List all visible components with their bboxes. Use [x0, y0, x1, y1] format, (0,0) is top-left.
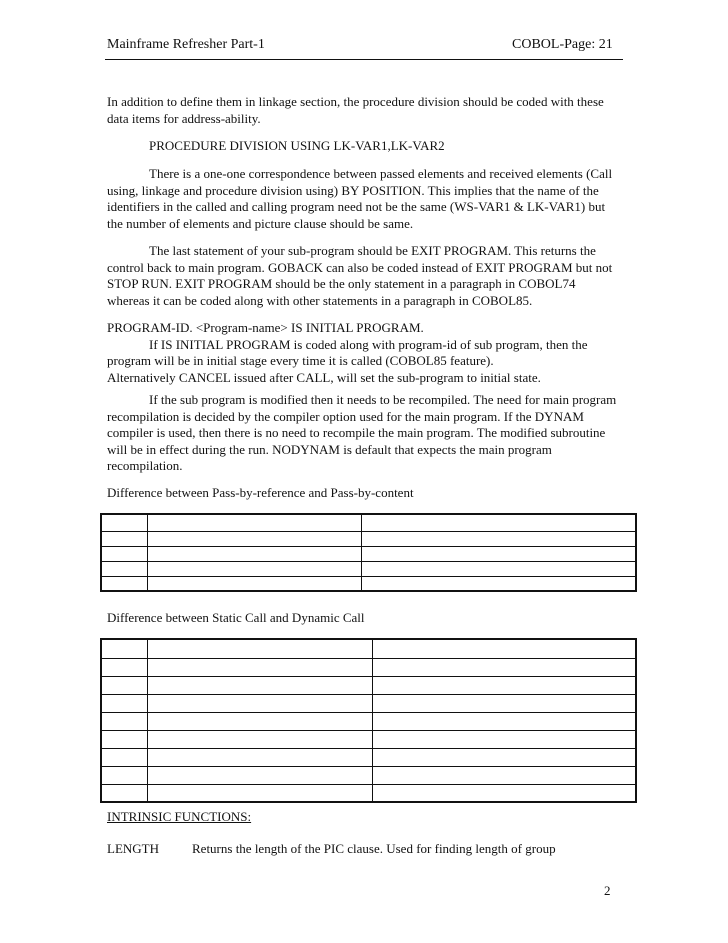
table-cell — [361, 561, 636, 576]
text-line: recompilation is decided by the compiler option used for the main program. If the DYNAM — [107, 408, 584, 424]
text-line: PROCEDURE DIVISION USING LK-VAR1,LK-VAR2 — [149, 138, 445, 153]
table-row — [101, 712, 636, 730]
table-cell — [361, 546, 636, 561]
header-page-ref: COBOL-Page: 21 — [512, 37, 613, 52]
table-cell — [147, 639, 372, 658]
table-row — [101, 676, 636, 694]
text-line: whereas it can be coded along with other statements in a paragraph in COBOL85. — [107, 292, 533, 308]
text-line: using, linkage and procedure division using) BY POSITION. This implies that the name of the — [107, 182, 599, 198]
table-cell — [101, 639, 147, 658]
table-cell — [372, 766, 636, 784]
table-cell — [372, 676, 636, 694]
text-line: identifiers in the called and calling program need not be the same (WS-VAR1 & LK-VAR1) but — [107, 199, 606, 214]
pass-by-table — [100, 513, 637, 592]
table-cell — [147, 730, 372, 748]
table-cell — [147, 658, 372, 676]
table-cell — [101, 712, 147, 730]
table-cell — [101, 576, 147, 591]
table-row — [101, 639, 636, 658]
table-cell — [372, 712, 636, 730]
text-line: program will be in initial stage every time it is called (COBOL85 feature). — [107, 353, 494, 368]
page-number: 2 — [604, 883, 611, 898]
table-cell — [372, 694, 636, 712]
table-cell — [372, 658, 636, 676]
table-cell — [147, 514, 361, 531]
length-function-description: Returns the length of the PIC clause. Used for finding length of group — [192, 841, 556, 856]
table-cell — [372, 639, 636, 658]
text-line: PROGRAM-ID. <Program-name> IS INITIAL PROGRAM. — [107, 320, 424, 335]
table-cell — [147, 546, 361, 561]
text-line: will be in effect during the run. NODYNAM is default that expects the main program — [107, 441, 552, 457]
text-line: the number of elements and picture clause should be same. — [107, 215, 414, 231]
table-cell — [147, 576, 361, 591]
table-cell — [147, 712, 372, 730]
table-cell — [147, 748, 372, 766]
table-cell — [101, 546, 147, 561]
paragraph-initial-program — [107, 320, 627, 386]
table-row — [101, 694, 636, 712]
header-title: Mainframe Refresher Part-1 — [107, 37, 265, 52]
text-line: data items for address-ability. — [107, 110, 261, 126]
table-cell — [147, 766, 372, 784]
paragraph-correspondence — [107, 166, 627, 232]
paragraph-exit-program — [107, 243, 627, 309]
text-line: There is a one-one correspondence between passed elements and received elements (Call — [149, 166, 613, 181]
text-line: If the sub program is modified then it needs to be recompiled. The need for main program — [149, 392, 617, 407]
text-line: The last statement of your sub-program should be EXIT PROGRAM. This returns the — [149, 243, 596, 258]
table-cell — [361, 514, 636, 531]
table-cell — [101, 658, 147, 676]
text-line: Alternatively CANCEL issued after CALL, will set the sub-program to initial state. — [107, 369, 541, 385]
table-row — [101, 784, 636, 802]
table-cell — [101, 676, 147, 694]
table-cell — [147, 784, 372, 802]
table-cell — [372, 748, 636, 766]
paragraph-recompile — [107, 392, 627, 475]
table1-title: Difference between Pass-by-reference and Pass-by-content — [107, 485, 414, 500]
table-cell — [147, 676, 372, 694]
table-cell — [101, 514, 147, 531]
table-row — [101, 514, 636, 531]
table-row — [101, 748, 636, 766]
table-row — [101, 531, 636, 546]
table-row — [101, 561, 636, 576]
table-cell — [101, 730, 147, 748]
table-cell — [372, 784, 636, 802]
header-rule — [105, 59, 623, 60]
table-row — [101, 730, 636, 748]
table-cell — [101, 531, 147, 546]
table-row — [101, 576, 636, 591]
table-row — [101, 766, 636, 784]
table-cell — [101, 748, 147, 766]
text-line: compiler is used, then there is no need to recompile the main program. The modified subroutine — [107, 425, 606, 440]
table-row — [101, 546, 636, 561]
table-cell — [361, 576, 636, 591]
table-cell — [101, 561, 147, 576]
text-line: recompilation. — [107, 458, 183, 473]
call-type-table — [100, 638, 637, 803]
text-line: If IS INITIAL PROGRAM is coded along with program-id of sub program, then the — [149, 336, 588, 352]
table-cell — [361, 531, 636, 546]
table2-title: Difference between Static Call and Dynamic Call — [107, 610, 365, 625]
procedure-statement — [107, 138, 627, 155]
table-cell — [372, 730, 636, 748]
table-cell — [101, 784, 147, 802]
table-cell — [147, 561, 361, 576]
table-cell — [101, 694, 147, 712]
paragraph-linkage — [107, 94, 627, 127]
table-cell — [147, 694, 372, 712]
table-cell — [101, 766, 147, 784]
length-function-term: LENGTH — [107, 841, 159, 856]
table-row — [101, 658, 636, 676]
text-line: control back to main program. GOBACK can also be coded instead of EXIT PROGRAM but not — [107, 259, 613, 275]
intrinsic-functions-heading: INTRINSIC FUNCTIONS: — [107, 809, 252, 824]
table-cell — [147, 531, 361, 546]
text-line: In addition to define them in linkage section, the procedure division should be coded with these — [107, 94, 604, 109]
text-line: STOP RUN. EXIT PROGRAM should be the only statement in a paragraph in COBOL74 — [107, 276, 576, 291]
